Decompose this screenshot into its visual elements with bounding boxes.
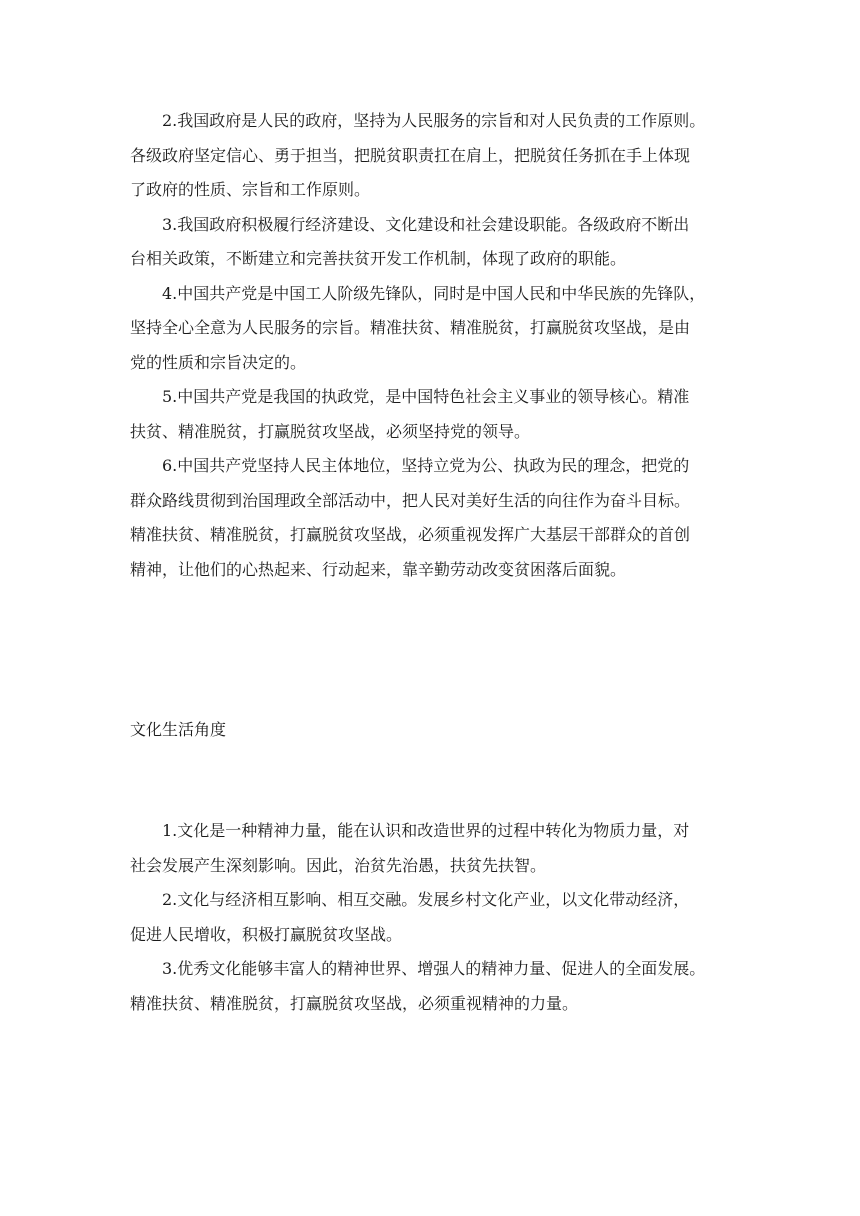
paragraph-line: 了政府的性质、宗旨和工作原则。 [130,180,371,199]
paragraph-line: 2.我国政府是人民的政府，坚持为人民服务的宗旨和对人民负责的工作原则。 [162,111,706,130]
paragraph-2 [130,104,740,208]
paragraph-line: 促进人民增收，积极打赢脱贫攻坚战。 [130,924,403,944]
government-section [130,104,740,587]
culture-paragraph-2 [130,883,740,952]
paragraph-line: 3.优秀文化能够丰富人的精神世界、增强人的精神力量、促进人的全面发展。 [162,959,706,978]
paragraph-line: 2.文化与经济相互影响、相互交融。发展乡村文化产业，以文化带动经济， [162,890,690,909]
paragraph-5 [130,380,740,449]
paragraph-line: 台相关政策，不断建立和完善扶贫开发工作机制，体现了政府的职能。 [130,249,627,268]
paragraph-line: 精神，让他们的心热起来、行动起来，靠辛勤劳动改变贫困落后面貌。 [130,559,627,579]
paragraph-line: 4.中国共产党是中国工人阶级先锋队，同时是中国人民和中华民族的先锋队， [162,283,706,303]
paragraph-line: 3.我国政府积极履行经济建设、文化建设和社会建设职能。各级政府不断出 [162,214,690,234]
paragraph-3 [130,208,740,277]
paragraph-line: 党的性质和宗旨决定的。 [130,352,307,372]
paragraph-4 [130,277,740,381]
paragraph-line: 群众路线贯彻到治国理政全部活动中，把人民对美好生活的向往作为奋斗目标。 [130,490,691,510]
paragraph-line: 6.中国共产党坚持人民主体地位，坚持立党为公、执政为民的理念，把党的 [162,456,690,475]
paragraph-line: 5.中国共产党是我国的执政党，是中国特色社会主义事业的领导核心。精准 [162,387,690,406]
paragraph-line: 各级政府坚定信心、勇于担当，把脱贫职责扛在肩上，把脱贫任务抓在手上体现 [130,145,691,165]
paragraph-line: 坚持全心全意为人民服务的宗旨。精准扶贫、精准脱贫，打赢脱贫攻坚战，是由 [130,318,691,337]
section-heading: 文化生活角度 [130,720,227,739]
culture-section [130,814,740,1021]
paragraph-line: 扶贫、精准脱贫，打赢脱贫攻坚战，必须坚持党的领导。 [130,421,531,441]
paragraph-line: 1.文化是一种精神力量，能在认识和改造世界的过程中转化为物质力量，对 [162,821,690,840]
paragraph-line: 社会发展产生深刻影响。因此，治贫先治愚，扶贫先扶智。 [130,855,547,875]
paragraph-line: 精准扶贫、精准脱贫，打赢脱贫攻坚战，必须重视精神的力量。 [130,993,579,1013]
culture-paragraph-3 [130,952,740,1021]
paragraph-6 [130,449,740,587]
paragraph-line: 精准扶贫、精准脱贫，打赢脱贫攻坚战，必须重视发挥广大基层干部群众的首创 [130,525,691,544]
culture-paragraph-1 [130,814,740,883]
